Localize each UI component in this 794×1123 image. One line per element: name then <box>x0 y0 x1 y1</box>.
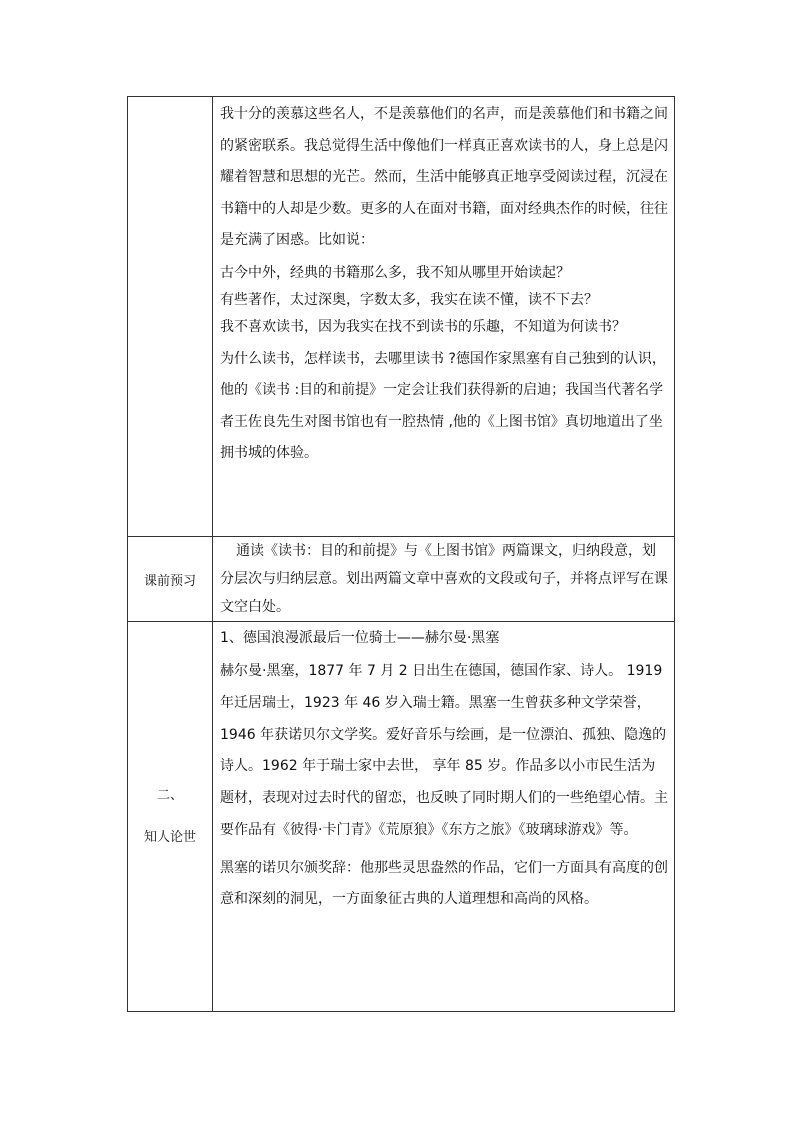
intro-paragraph: 我十分的羡慕这些名人，不是羡慕他们的名声，而是羡慕他们和书籍之间的紧密联系。我总觉得生活中像他们一样真正喜欢读书的人，身上总是闪耀着智慧和思想的光芒。然而，生活中能够真正地享受阅读过程，沉浸在书籍中的人却是少数。更多的人在面对书籍，面对经典杰作的时候，往往是充满了困惑。比如说： <box>220 106 668 248</box>
author-bio: 赫尔曼·黑塞，1877 年 7 月 2 日出生在德国，德国作家、诗人。 1919 年迁居瑞士，1923 年 46 岁入瑞士籍。黑塞一生曾获多种文学荣誉，1946 年获诺贝尔文学奖。爱好音乐与绘画，是一位漂泊、孤独、隐逸的诗人。1962 年于瑞士家中去世， 享年 85 岁。作品多以小市民生活为题材，表现对过去时代的留恋，也反映了同时期人们的一些绝望心情。主要作品有《彼得·卡门青》《荒原狼》《东方之旅》《玻璃球游戏》等。 <box>220 663 668 838</box>
intro-row <box>128 97 675 537</box>
intro-paragraph-2: 为什么读书，怎样读书，去哪里读书 ?德国作家黑塞有自己独到的认识，他的《读书 :目的和前提》一定会让我们获得新的启迪；我国当代著名学者王佐良先生对图书馆也有一腔热情 ,他的《上图书馆》真切地道出了坐拥书城的体验。 <box>220 350 666 461</box>
lesson-table <box>127 96 675 1012</box>
author-row <box>128 622 675 1012</box>
question-item: 我不喜欢读书，因为我实在找不到读书的乐趣，不知道为何读书？ <box>220 318 626 335</box>
section-number: 二、 <box>156 787 183 803</box>
author-label-cell <box>128 622 213 1012</box>
intro-content-cell <box>213 97 675 537</box>
preview-text: 通读《读书：目的和前提》与《上图书馆》两篇课文，归纳段意，划分层次与归纳层意。划出两篇文章中喜欢的文段或句子，并将点评写在课文空白处。 <box>220 543 668 615</box>
preview-row <box>128 537 675 622</box>
intro-label-cell <box>128 97 213 537</box>
nobel-citation: 黑塞的诺贝尔颁奖辞：他那些灵思盎然的作品，它们一方面具有高度的创意和深刻的洞见，一方面象征古典的人道理想和高尚的风格。 <box>220 859 668 908</box>
question-item: 有些著作，太过深奥，字数太多，我实在读不懂，读不下去？ <box>220 291 598 308</box>
section-title: 知人论世 <box>143 829 196 845</box>
preview-content-cell <box>213 537 675 622</box>
question-item: 古今中外，经典的书籍那么多，我不知从哪里开始读起？ <box>220 264 570 281</box>
author-heading: 1、德国浪漫派最后一位骑士——赫尔曼·黑塞 <box>220 630 500 646</box>
preview-label: 课前预习 <box>128 537 213 622</box>
author-content-cell <box>213 622 675 1012</box>
